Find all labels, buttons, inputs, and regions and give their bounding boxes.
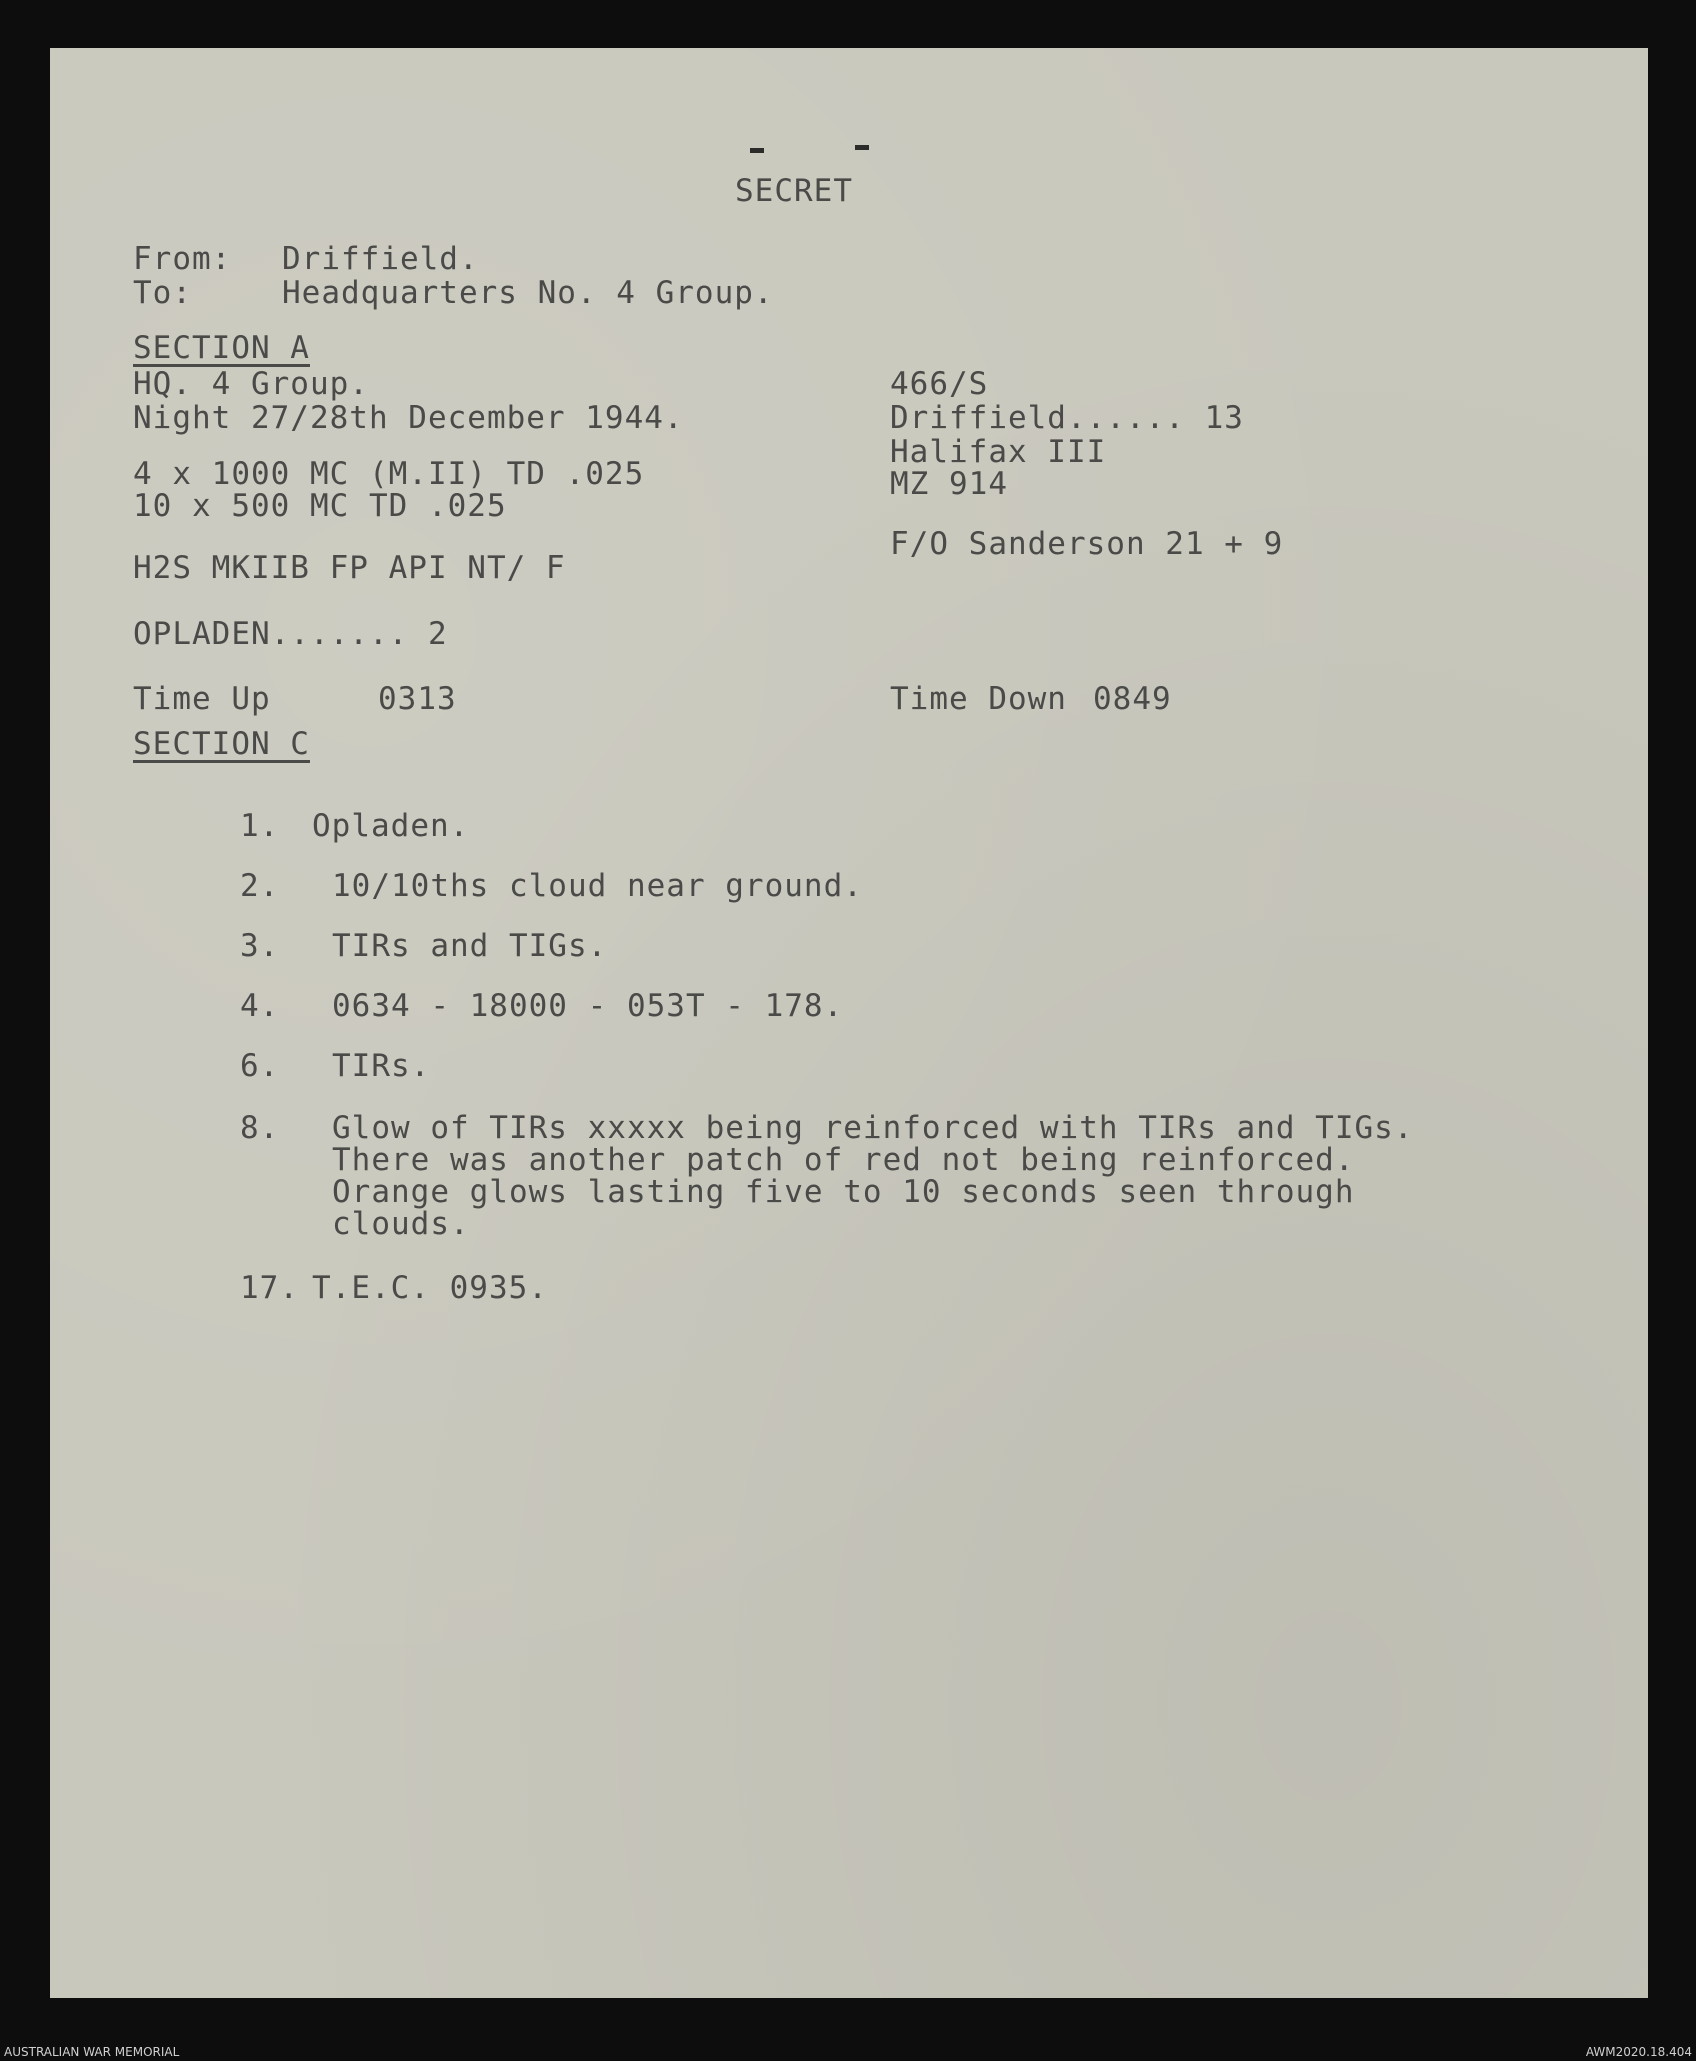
to-label: To: — [133, 275, 192, 311]
captain-line: F/O Sanderson 21 + 9 — [890, 526, 1284, 562]
item-text: TIRs and TIGs. — [332, 928, 608, 964]
item-number: 3. — [240, 928, 280, 964]
squadron-line: 466/S — [890, 366, 989, 402]
item-number: 8. — [240, 1110, 280, 1146]
item-number: 4. — [240, 988, 280, 1024]
item-text: 0634 - 18000 - 053T - 178. — [332, 988, 844, 1024]
item-text: Opladen. — [312, 808, 470, 844]
equipment-line: H2S MKIIB FP API NT/ F — [133, 550, 566, 586]
from-label: From: — [133, 241, 232, 277]
to-value: Headquarters No. 4 Group. — [282, 275, 774, 311]
footer-left: AUSTRALIAN WAR MEMORIAL — [4, 2045, 180, 2059]
target-line: OPLADEN....... 2 — [133, 616, 448, 652]
item-text: T.E.C. 0935. — [312, 1270, 548, 1306]
item-number: 1. — [240, 808, 280, 844]
item-number: 6. — [240, 1048, 280, 1084]
night-line: Night 27/28th December 1944. — [133, 400, 684, 436]
item-text-line: clouds. — [332, 1206, 470, 1242]
time-up-label: Time Up — [133, 681, 271, 717]
group-line: HQ. 4 Group. — [133, 366, 369, 402]
footer-right: AWM2020.18.404 — [1585, 2045, 1692, 2059]
section-c-heading: SECTION C — [133, 726, 310, 762]
aircraft-line: Halifax III — [890, 434, 1107, 470]
item-number: 2. — [240, 868, 280, 904]
item-text-line: There was another patch of red not being reinforced. — [332, 1142, 1355, 1178]
section-a-heading: SECTION A — [133, 330, 310, 366]
item-text-line: Orange glows lasting five to 10 seconds seen through — [332, 1174, 1355, 1210]
document-page — [50, 48, 1648, 1998]
item-text: TIRs. — [332, 1048, 431, 1084]
time-up-value: 0313 — [378, 681, 457, 717]
from-value: Driffield. — [282, 241, 479, 277]
time-down-value: 0849 — [1093, 681, 1172, 717]
item-number: 17. — [240, 1270, 299, 1306]
bomb-load-line: 10 x 500 MC TD .025 — [133, 488, 507, 524]
bomb-load-line: 4 x 1000 MC (M.II) TD .025 — [133, 456, 645, 492]
serial-line: MZ 914 — [890, 466, 1008, 502]
staple-mark — [855, 145, 869, 150]
item-text-line: Glow of TIRs xxxxx being reinforced with TIRs and TIGs. — [332, 1110, 1414, 1146]
item-text: 10/10ths cloud near ground. — [332, 868, 863, 904]
time-down-label: Time Down — [890, 681, 1067, 717]
classification-heading: SECRET — [735, 173, 853, 209]
staple-mark — [750, 148, 764, 153]
station-line: Driffield...... 13 — [890, 400, 1244, 436]
